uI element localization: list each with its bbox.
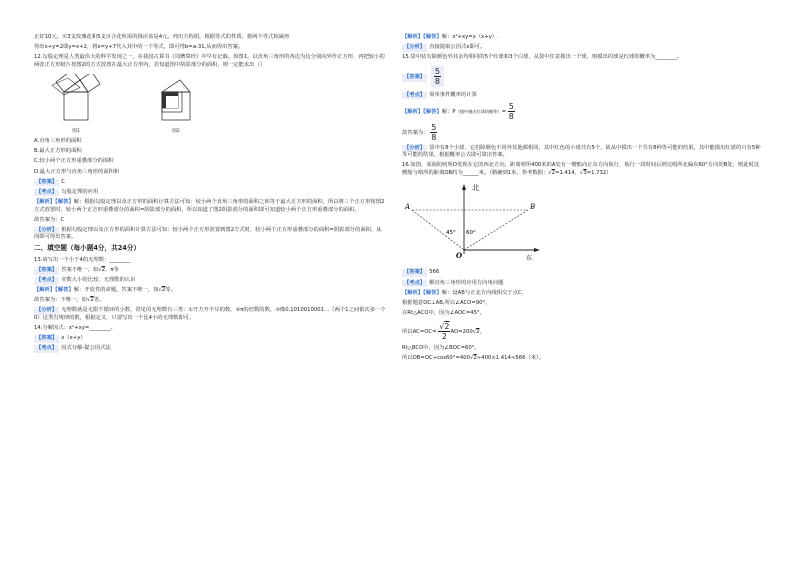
conclusion-15: 故答案为： $\frac{5}{8}$ <box>402 123 437 143</box>
point-a-label: A <box>405 202 411 211</box>
left-column <box>34 34 386 355</box>
solution-line: Rt△BCO中，因为∠BOC=60°， <box>402 344 480 351</box>
jiexi-15: 【解析】【解答】解：P（摸中摸出红球的概率）= $\frac{5}{8}$ <box>402 101 514 121</box>
solution-line: 根据题意OC⊥AB,所以∠ACO=90°， <box>402 299 491 306</box>
fenxi-12: 【分析】 根据勾股定理以及正方形的面积计算方法可知：较小两个正方形放置到图2方式时，较小两个正方形重叠部分的面积=阴影部分的面积，从而即可得出答案。 <box>34 226 382 241</box>
option-a: A.直角三角形的面积 <box>34 138 82 145</box>
paragraph: 得出x+y=2即y=x+2，将x=y+7代入其中的一个等式，即可得b=a-31,从而得出答案。 <box>34 44 244 51</box>
solution-line: 在Rt△ACO中，因为∠AOC=45°， <box>402 309 485 316</box>
jiexi-16: 【解析】【解答】解：设AB与正北方向线相交于点C， <box>402 289 527 296</box>
answer-13: 【答案】 答案不唯一，如√2，π等 <box>36 266 119 273</box>
fenxi-15: 【分析】 袋中有8个小球，它们除颜色不同外其他都相同，其中红色的小球共有5个，故从中摸出一个共有8种等可能的结果，其中能摸出红球的只有5种等可能的结果，根据概率公式即可算出答案。 <box>402 144 761 159</box>
fraction: $\frac{5}{8}$ <box>431 66 444 87</box>
kaodian-15: 【考点】 简单事件概率的计算 <box>404 91 477 98</box>
kaodian-16: 【考点】 解直角三角形的应用方向角问题 <box>404 279 504 286</box>
fraction: $\frac{5}{8}$ <box>508 101 514 121</box>
question-12-figures <box>44 74 386 136</box>
figure-1-label: 图1 <box>72 129 80 135</box>
angle-45-label: 45° <box>446 229 456 236</box>
question-15: 15.袋中装有除颜色外其余均相同的5个红球和3个白球，从袋中任意摸出一个球，则摸出的球是红球的概率为________。 <box>402 54 683 61</box>
solution-line: 所以OB=OC÷cos60°=400√2≈400×1.414≈566（米）。 <box>402 354 545 361</box>
north-label: 北 <box>472 183 479 192</box>
answer-16: 【答案】 566 <box>404 269 440 276</box>
right-column <box>402 34 764 365</box>
question-16: 16.如图，某海防哨所O发现在它的西北方向，距离哨所400米的A处有一艘船向正东方向航行，航行一段时间后到达哨所北偏东60°方向的B处，则此时这艘船与哨所的距离OB约为______米。（精确到1米，参考数据：√2=1.414，√3=1.732） <box>402 162 760 177</box>
fraction: $\frac{5}{8}$ <box>431 123 437 143</box>
jiexi-12: 【解析】【解答】解：根据勾股定理以及正方形的面积计算方法可知：较小两个直角三角形的面积之和等于最大正方形的面积，所以将三个正方形按图2方式放置时，较小两个正方形重叠部分的面积=阴影部分的面积，所以知道了图2阴影部分的面积即可知道较小两个正方形重叠部分的面积。 <box>34 198 385 213</box>
kaodian-13: 【考点】 实数大小的比较，无理数的认识 <box>36 277 136 284</box>
conclusion-13: 故答案为：不唯一，如√2等。 <box>34 297 105 304</box>
pythagoras-figure-1 <box>44 74 108 126</box>
jiexi-13: 【解析】【解答】解：开放性的命题，答案不唯一，如√2等。 <box>34 287 176 294</box>
figure-2-label: 图2 <box>172 129 180 135</box>
fenxi-13: 【分析】 无理数就是无限不循环的小数，常见的无理数有三类：①开方开不尽的数，②π的倍数的数，③像0.1010010001…（两个1之间依次多一个0）这类有规律的数，根据定义，只要写出一个比4小的无理数即可。 <box>34 307 386 322</box>
point-o-label: O <box>456 250 463 260</box>
answer-12: 【答案】 C <box>36 178 65 185</box>
kaodian-14: 【考点】 因式分解-提公因式法 <box>36 345 111 352</box>
direction-diagram <box>402 182 552 262</box>
angle-60-label: 60° <box>466 229 476 236</box>
fenxi-14: 【分析】 直接提取公因式x即可。 <box>404 44 486 51</box>
question-13: 13.请写出一个小于4的无理数：________ <box>34 256 131 263</box>
solution-line: 所以AC=OC= $\frac{√2}{2}$ AO=200√2， <box>402 321 485 341</box>
kaodian-12: 【考点】 勾股定理的应用 <box>36 188 99 195</box>
jiexi-14: 【解析】【解答】解：x²+xy=x（x+y）. <box>402 34 499 40</box>
option-b: B.最大正方形的面积 <box>34 148 82 155</box>
figure-2 <box>156 74 196 136</box>
conclusion-12: 故答案为：C <box>34 216 65 223</box>
answer-14: 【答案】 x（x+y） <box>36 335 86 342</box>
option-c: C.较小两个正方形重叠部分的面积 <box>34 158 114 165</box>
fraction: $\frac{√2}{2}$ <box>439 321 450 341</box>
line-ao <box>412 210 464 250</box>
question-14: 14.分解因式：x²+xy=________。 <box>34 325 116 332</box>
figure-1 <box>44 74 108 136</box>
option-d: D.最大正方形与直角三角形的面积和 <box>34 168 120 175</box>
section-title: 二、填空题（每小题4分，共24分） <box>34 244 141 253</box>
question-12: 12.勾股定理是人类最伟大的科学发现之一，在我国古算书《周髀算经》中早有记载。如图1，以直角三角形的各边为边分别向外作正方形，再把较小的两张正方形纸片按图2的方式放置在最大正方形内，若知道图中阴影部分的面积，则一定能求出（） <box>34 54 385 68</box>
pythagoras-figure-2 <box>156 74 196 126</box>
answer-15: 【答案】 $\frac{5}{8}$ <box>402 64 764 89</box>
east-label: 东 <box>526 254 533 262</box>
point-b-label: B <box>530 202 536 211</box>
question-16-diagram <box>402 182 764 266</box>
paragraph: 正好10元，买3支玫瑰花和5支百合花所需的钱应该是4元。列出方程组，根据等式的性质，将两个等式相减再 <box>34 34 290 40</box>
